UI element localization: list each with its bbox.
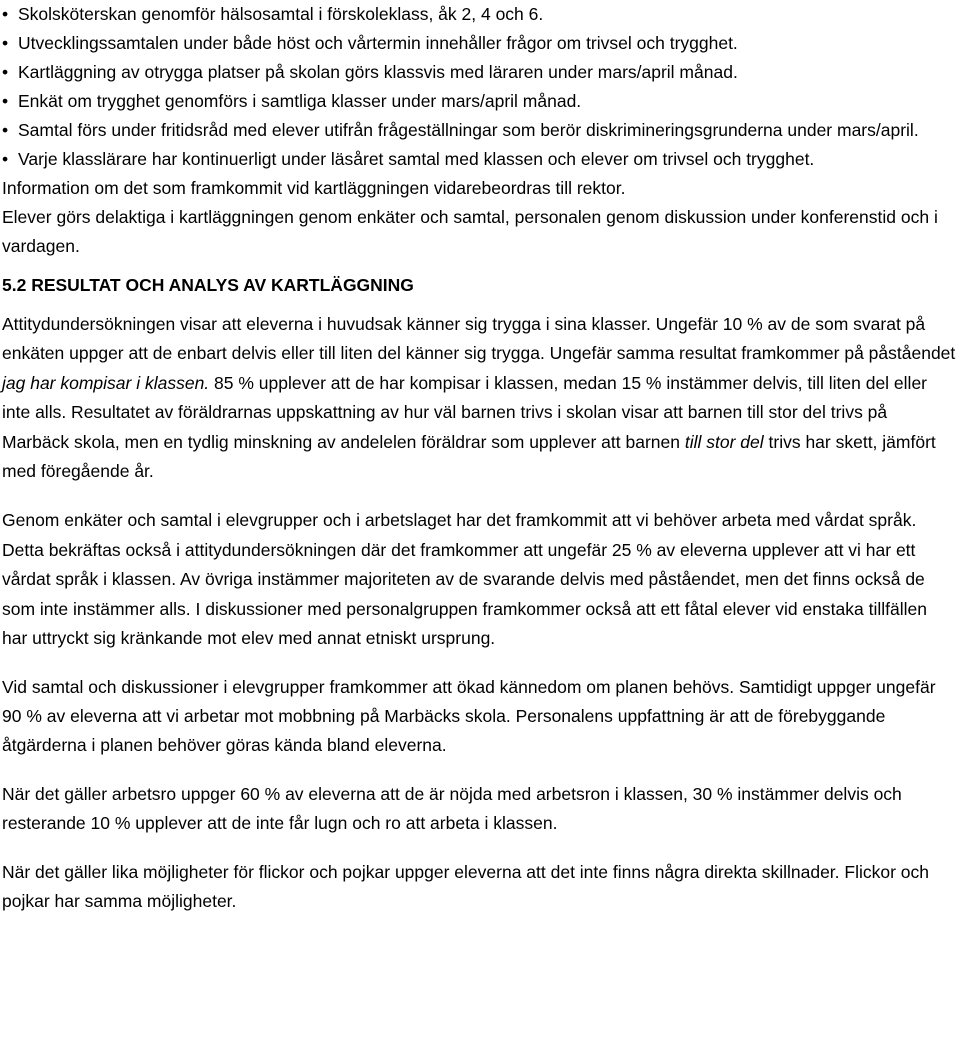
bullet-icon: • [2,120,9,140]
list-item: • Samtal förs under fritidsråd med elever utifrån frågeställningar som berör diskrimineringsgrunderna under mars/april. [2,116,957,145]
intro-paragraph-participation: Elever görs delaktiga i kartläggningen genom enkäter och samtal, personalen genom diskussion under konferenstid och i vardagen. [2,207,938,256]
results-paragraph-sprak: Genom enkäter och samtal i elevgrupper och i arbetslaget har det framkommit att vi behöver arbeta med vårdat språk. Detta bekräftas också i attitydundersökningen där det framkommer att ungefär 25 % av eleverna upplever att vi har ett vårdat språk i klassen. Av övriga instämmer majoriteten av de svarande delvis med påståendet, men det finns också de som inte instämmer alls. I diskussioner med personalgruppen framkommer också att ett fåtal elever vid enstaka tillfällen har uttryckt sig kränkande mot elev med annat etniskt ursprung. [2,510,927,649]
list-item: • Varje klasslärare har kontinuerligt under läsåret samtal med klassen och elever om trivsel och trygghet. [2,145,957,174]
bullet-icon: • [2,33,9,53]
bullet-icon: • [2,4,9,24]
list-item: • Skolsköterskan genomför hälsosamtal i förskoleklass, åk 2, 4 och 6. [2,0,957,29]
results-paragraph-jamstalldhet: När det gäller lika möjligheter för flickor och pojkar uppger eleverna att det inte finns några direkta skillnader. Flickor och pojkar har samma möjligheter. [2,862,929,912]
section-heading: 5.2 RESULTAT OCH ANALYS AV KARTLÄGGNING [2,275,414,295]
list-item: • Enkät om trygghet genomförs i samtliga klasser under mars/april månad. [2,87,957,116]
bullet-list [2,0,957,174]
intro-paragraph-info: Information om det som framkommit vid kartläggningen vidarebeordras till rektor. [2,178,626,198]
results-paragraph-arbetsro: När det gäller arbetsro uppger 60 % av eleverna att de är nöjda med arbetsron i klassen, 30 % instämmer delvis och resterande 10 % upplever att de inte får lugn och ro att arbeta i klassen. [2,784,902,834]
bullet-icon: • [2,149,9,169]
document-page [2,0,957,916]
list-item: • Utvecklingssamtalen under både höst och vårtermin innehåller frågor om trivsel och trygghet. [2,29,957,58]
results-paragraph-planen: Vid samtal och diskussioner i elevgrupper framkommer att ökad kännedom om planen behövs. Samtidigt uppger ungefär 90 % av eleverna att vi arbetar mot mobbning på Marbäcks skola. Personalens uppfattning är att de förebyggande åtgärderna i planen behöver göras kända bland eleverna. [2,677,936,756]
bullet-icon: • [2,62,9,82]
bullet-icon: • [2,91,9,111]
results-paragraph-trygghet: Attitydundersökningen visar att eleverna i huvudsak känner sig trygga i sina klasser. Ungefär 10 % av de som svarat på enkäten uppger att de enbart delvis eller till liten del känner sig trygga. Ungefär samma resultat framkommer på påståendet jag har kompisar i klassen. 85 % upplever att de har kompisar i klassen, medan 15 % instämmer delvis, till liten del eller inte alls. Resultatet av föräldrarnas uppskattning av hur väl barnen trivs i skolan visar att barnen till stor del trivs på Marbäck skola, men en tydlig minskning av andelelen föräldrar som upplever att barnen till stor del trivs har skett, jämfört med föregående år. [2,314,956,482]
list-item: • Kartläggning av otrygga platser på skolan görs klassvis med läraren under mars/april månad. [2,58,957,87]
